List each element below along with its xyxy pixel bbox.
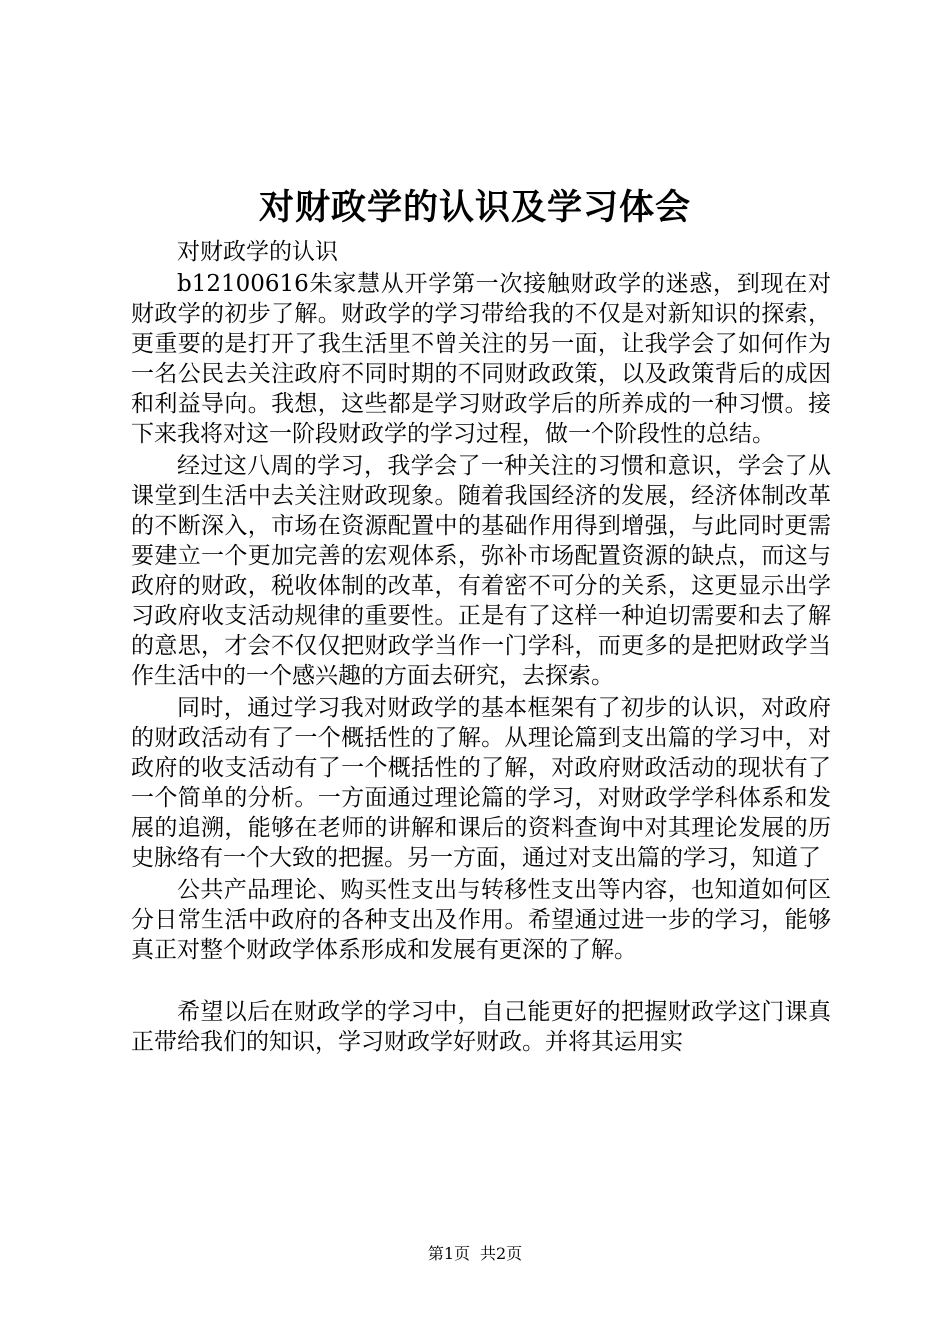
paragraph-spacer — [131, 966, 831, 996]
paragraph-framework: 同时，通过学习我对财政学的基本框架有了初步的认识，对政府的财政活动有了一个概括性的了解。从理论篇到支出篇的学习中，对政府的收支活动有了一个概括性的了解，对政府财政活动的现状有了一个简单的分析。一方面通过理论篇的学习，对财政学学科体系和发展的追溯，能够在老师的讲解和课后的资料查询中对其理论发展的历史脉络有一个大致的把握。另一方面，通过对支出篇的学习，知道了 — [131, 695, 831, 871]
paragraph-subtitle: 对财政学的认识 — [177, 239, 338, 265]
document-body — [131, 236, 831, 1058]
document-title: 对财政学的认识及学习体会 — [258, 187, 691, 228]
page-total: 共2页 — [480, 1244, 523, 1263]
paragraph-hope: 希望以后在财政学的学习中，自己能更好的把握财政学这门课真正带给我们的知识，学习财政学好财政。并将其运用实 — [131, 999, 831, 1055]
page-number: 第1页 — [427, 1244, 470, 1263]
page-footer — [0, 1243, 950, 1265]
paragraph-habit: 经过这八周的学习，我学会了一种关注的习惯和意识，学会了从课堂到生活中去关注财政现象。随着我国经济的发展，经济体制改革的不断深入，市场在资源配置中的基础作用得到增强，与此同时更需要建立一个更加完善的宏观体系，弥补市场配置资源的缺点，而这与政府的财政，税收体制的改革，有着密不可分的关系，这更显示出学习政府收支活动规律的重要性。正是有了这样一种迫切需要和去了解的意思，才会不仅仅把财政学当作一门学科，而更多的是把财政学当作生活中的一个感兴趣的方面去研究，去探索。 — [131, 453, 831, 689]
paragraph-intro: b12100616朱家慧从开学第一次接触财政学的迷惑，到现在对财政学的初步了解。财政学的学习带给我的不仅是对新知识的探索，更重要的是打开了我生活里不曾关注的另一面，让我学会了如何作为一名公民去关注政府不同时期的不同财政政策，以及政策背后的成因和利益导向。我想，这些都是学习财政学后的所养成的一种习惯。接下来我将对这一阶段财政学的学习过程，做一个阶段性的总结。 — [131, 271, 831, 447]
paragraph-public-goods: 公共产品理论、购买性支出与转移性支出等内容，也知道如何区分日常生活中政府的各种支出及作用。希望通过进一步的学习，能够真正对整个财政学体系形成和发展有更深的了解。 — [131, 877, 831, 963]
